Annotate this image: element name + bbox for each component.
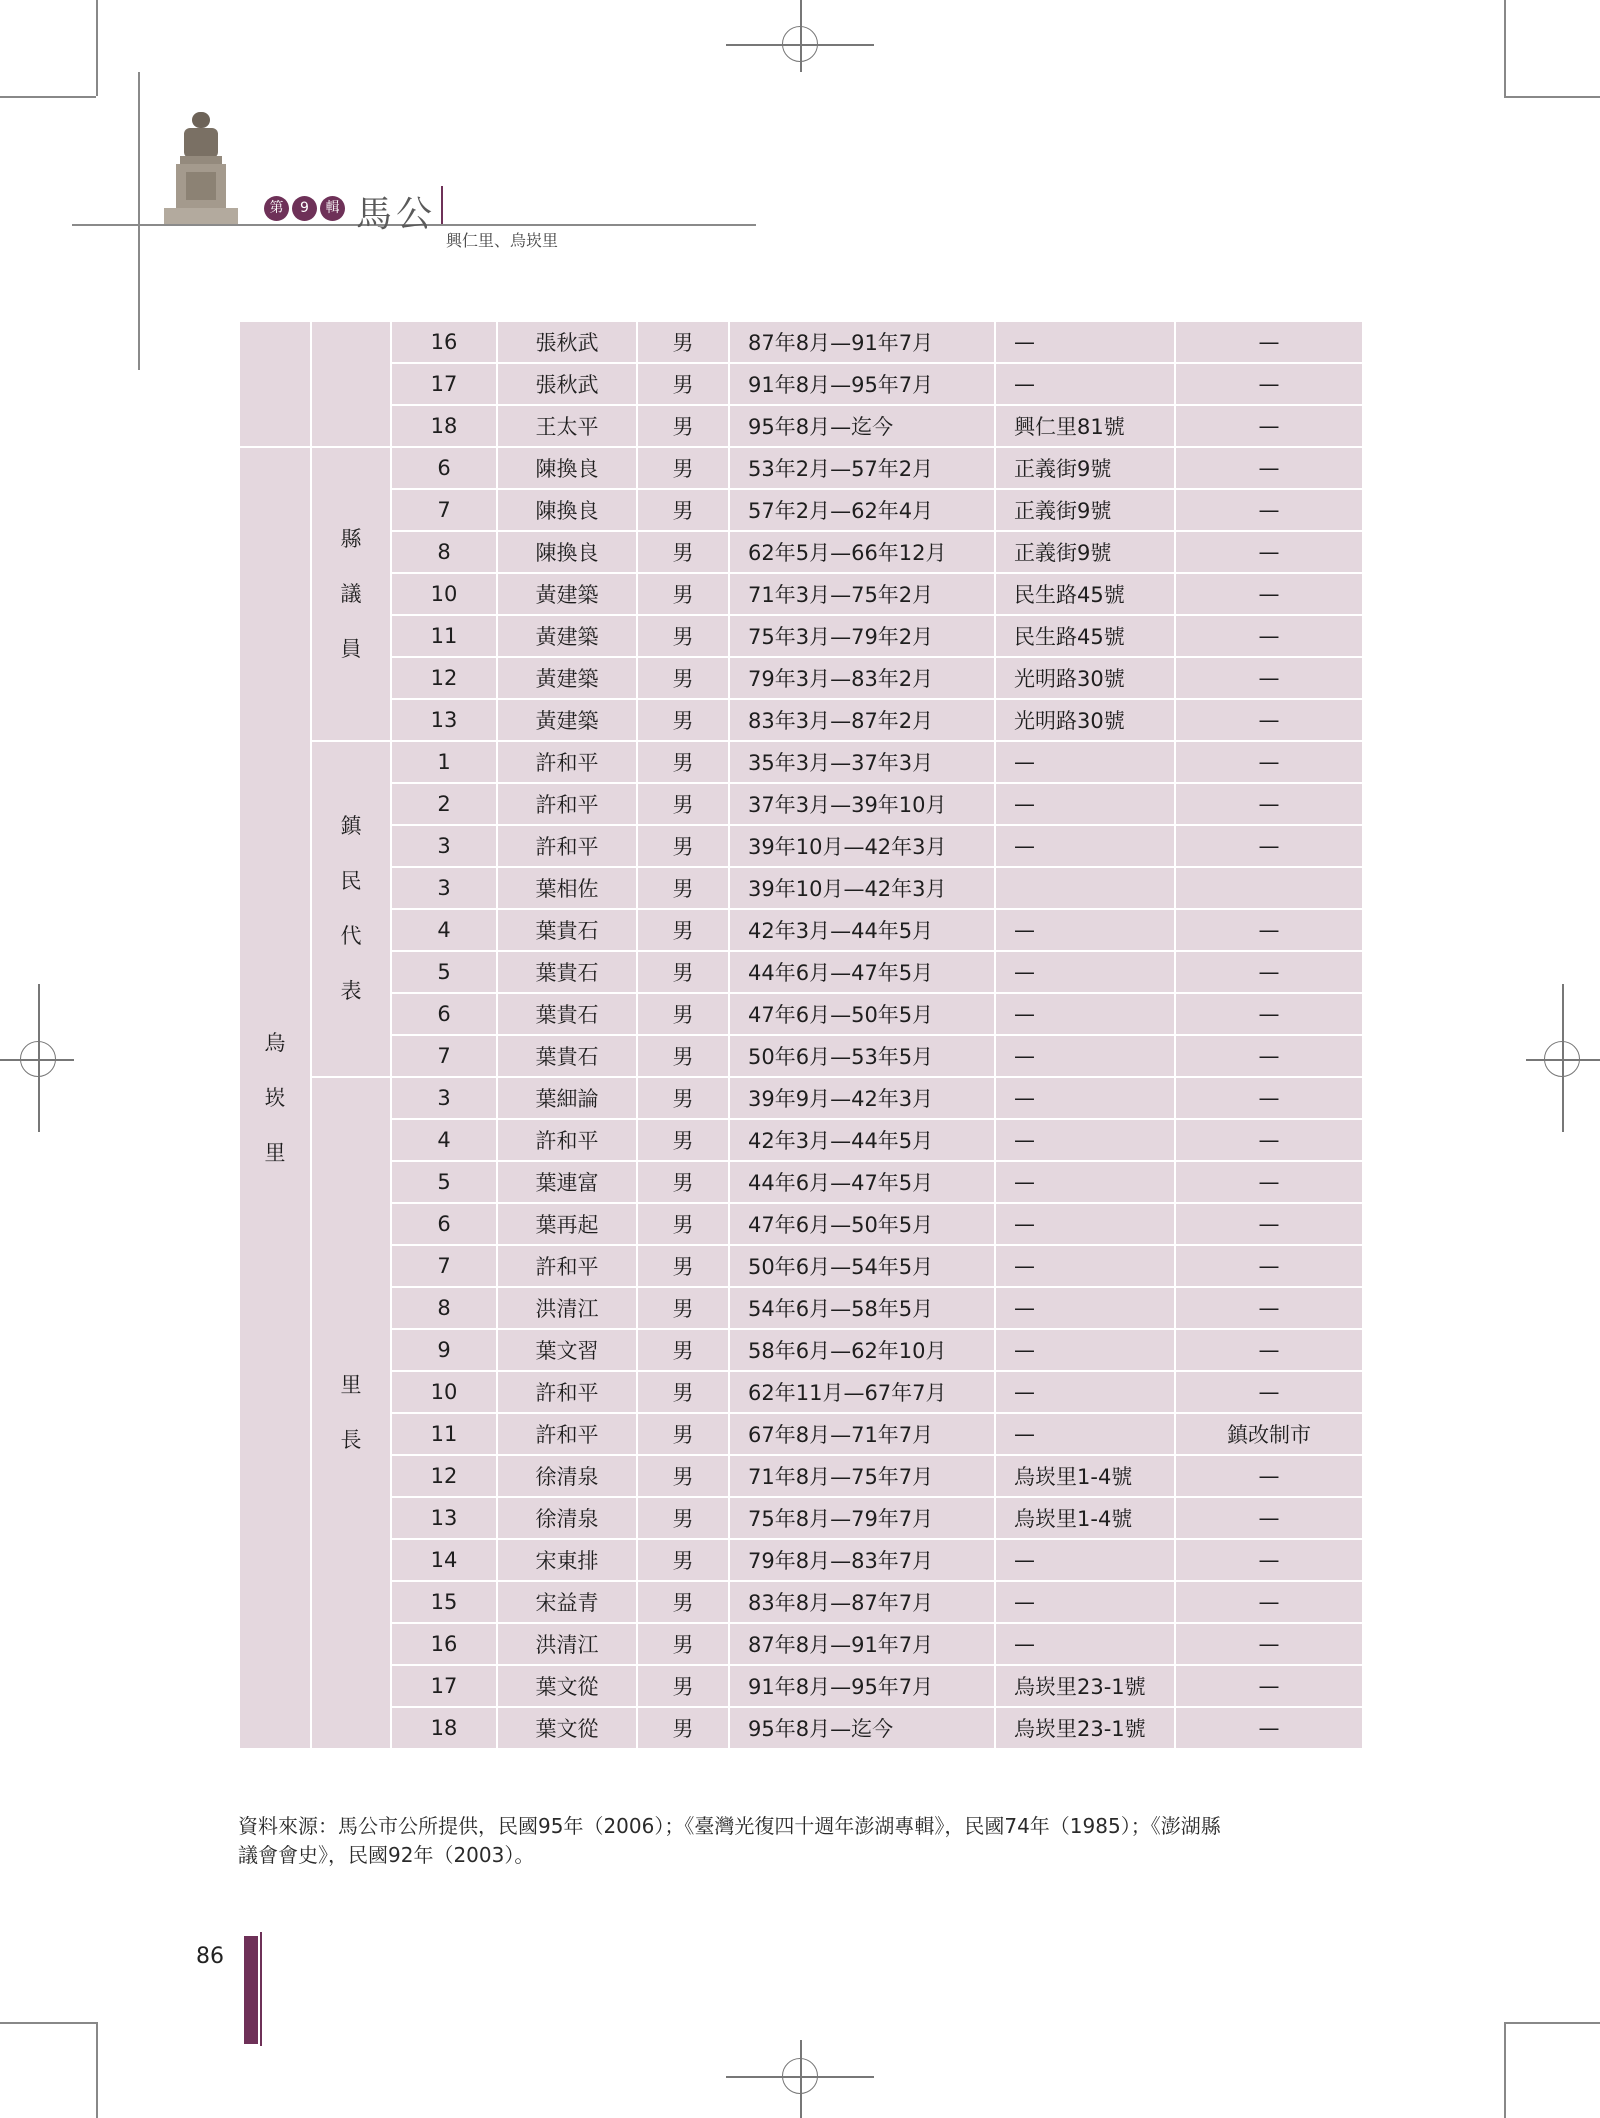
remark: —: [1175, 405, 1363, 447]
remark: 鎮改制市: [1175, 1413, 1363, 1455]
official-address: 民生路45號: [995, 573, 1175, 615]
official-address: —: [995, 1077, 1175, 1119]
term-period: 53年2月—57年2月: [729, 447, 995, 489]
remark: —: [1175, 489, 1363, 531]
role-village-chief-label: [311, 1077, 391, 1749]
remark: —: [1175, 363, 1363, 405]
remark: —: [1175, 1539, 1363, 1581]
crop-mark: [96, 0, 98, 96]
remark: [1175, 867, 1363, 909]
remark: —: [1175, 573, 1363, 615]
official-address: —: [995, 1287, 1175, 1329]
table-row: [239, 867, 1363, 909]
official-name: 葉相佐: [497, 867, 637, 909]
term-number: 1: [391, 741, 497, 783]
term-number: 4: [391, 1119, 497, 1161]
remark: —: [1175, 993, 1363, 1035]
registration-mark-bottom-v: [800, 2040, 802, 2118]
table-row: [239, 699, 1363, 741]
term-period: 71年8月—75年7月: [729, 1455, 995, 1497]
remark: —: [1175, 657, 1363, 699]
table-row: [239, 1455, 1363, 1497]
crop-mark: [96, 2022, 98, 2118]
term-number: 17: [391, 363, 497, 405]
official-address: —: [995, 1203, 1175, 1245]
official-name: 王太平: [497, 405, 637, 447]
source-line-1: 資料來源：馬公市公所提供，民國95年（2006）；《臺灣光復四十週年澎湖專輯》，民國74年（1985）；《澎湖縣: [238, 1814, 1221, 1838]
official-sex: 男: [637, 699, 729, 741]
registration-mark-top-v: [800, 0, 802, 72]
table-row: [239, 1119, 1363, 1161]
official-sex: 男: [637, 1497, 729, 1539]
official-name: 黃建築: [497, 573, 637, 615]
official-name: 洪清江: [497, 1623, 637, 1665]
official-name: 黃建築: [497, 699, 637, 741]
official-name: 陳換良: [497, 447, 637, 489]
term-number: 17: [391, 1665, 497, 1707]
table-row: [239, 1077, 1363, 1119]
term-number: 7: [391, 489, 497, 531]
role-council-label: [311, 447, 391, 741]
official-sex: 男: [637, 1581, 729, 1623]
official-address: —: [995, 1035, 1175, 1077]
table-row: [239, 1497, 1363, 1539]
term-period: 39年10月—42年3月: [729, 825, 995, 867]
term-number: 6: [391, 1203, 497, 1245]
official-name: 黃建築: [497, 615, 637, 657]
table-row: [239, 909, 1363, 951]
remark: —: [1175, 1119, 1363, 1161]
role-town-representative-label-char: 鎮: [340, 814, 362, 838]
table-row: [239, 573, 1363, 615]
term-period: 39年9月—42年3月: [729, 1077, 995, 1119]
term-number: 7: [391, 1245, 497, 1287]
table-row: [239, 363, 1363, 405]
table-row: [239, 1581, 1363, 1623]
term-period: 91年8月—95年7月: [729, 1665, 995, 1707]
term-number: 18: [391, 1707, 497, 1749]
official-address: 烏崁里1-4號: [995, 1455, 1175, 1497]
term-number: 3: [391, 1077, 497, 1119]
remark: —: [1175, 1035, 1363, 1077]
official-address: 光明路30號: [995, 699, 1175, 741]
remark: —: [1175, 1665, 1363, 1707]
official-address: —: [995, 783, 1175, 825]
official-sex: 男: [637, 825, 729, 867]
official-sex: 男: [637, 1287, 729, 1329]
term-period: 44年6月—47年5月: [729, 1161, 995, 1203]
role-village-chief-label-char: 里: [340, 1373, 362, 1397]
registration-mark-right-v: [1562, 984, 1564, 1132]
official-sex: 男: [637, 1035, 729, 1077]
village-label-char: 里: [264, 1140, 286, 1165]
table-row: [239, 1035, 1363, 1077]
table-row: [239, 1329, 1363, 1371]
official-address: 民生路45號: [995, 615, 1175, 657]
statue-illustration: [156, 112, 246, 224]
official-sex: 男: [637, 531, 729, 573]
official-address: 烏崁里1-4號: [995, 1497, 1175, 1539]
term-period: 83年8月—87年7月: [729, 1581, 995, 1623]
official-address: —: [995, 363, 1175, 405]
crop-mark: [0, 96, 96, 98]
empty-role-cell: [311, 321, 391, 447]
term-number: 12: [391, 657, 497, 699]
remark: —: [1175, 1245, 1363, 1287]
official-address: —: [995, 741, 1175, 783]
official-sex: 男: [637, 1455, 729, 1497]
official-name: 黃建築: [497, 657, 637, 699]
role-council-label-char: 員: [340, 636, 362, 661]
term-period: 79年8月—83年7月: [729, 1539, 995, 1581]
official-address: —: [995, 1329, 1175, 1371]
term-number: 11: [391, 615, 497, 657]
term-period: 95年8月—迄今: [729, 405, 995, 447]
crop-mark: [1504, 0, 1506, 96]
term-number: 2: [391, 783, 497, 825]
official-address: —: [995, 993, 1175, 1035]
term-period: 47年6月—50年5月: [729, 1203, 995, 1245]
official-sex: 男: [637, 1623, 729, 1665]
term-number: 5: [391, 1161, 497, 1203]
role-village-chief-label-char: 長: [340, 1428, 362, 1452]
term-period: 47年6月—50年5月: [729, 993, 995, 1035]
official-address: 正義街9號: [995, 489, 1175, 531]
remark: —: [1175, 825, 1363, 867]
term-period: 87年8月—91年7月: [729, 1623, 995, 1665]
official-sex: 男: [637, 1665, 729, 1707]
official-sex: 男: [637, 1413, 729, 1455]
title-tick: [441, 186, 443, 224]
table-row: [239, 951, 1363, 993]
official-sex: 男: [637, 447, 729, 489]
official-name: 洪清江: [497, 1287, 637, 1329]
village-label-char: 崁: [264, 1085, 286, 1110]
official-address: —: [995, 1539, 1175, 1581]
page-bar-line: [260, 1932, 262, 2046]
remark: —: [1175, 699, 1363, 741]
term-number: 16: [391, 1623, 497, 1665]
header-vertical-rule: [138, 72, 140, 370]
term-number: 13: [391, 1497, 497, 1539]
remark: —: [1175, 1707, 1363, 1749]
official-sex: 男: [637, 1119, 729, 1161]
term-period: 39年10月—42年3月: [729, 867, 995, 909]
official-sex: 男: [637, 1539, 729, 1581]
term-number: 3: [391, 825, 497, 867]
official-address: —: [995, 1161, 1175, 1203]
term-period: 44年6月—47年5月: [729, 951, 995, 993]
crop-mark: [1504, 96, 1600, 98]
role-town-representative-label-char: 代: [340, 924, 362, 948]
term-period: 42年3月—44年5月: [729, 909, 995, 951]
term-period: 62年11月—67年7月: [729, 1371, 995, 1413]
official-address: —: [995, 1371, 1175, 1413]
remark: —: [1175, 951, 1363, 993]
official-sex: 男: [637, 573, 729, 615]
official-name: 宋益青: [497, 1581, 637, 1623]
remark: —: [1175, 741, 1363, 783]
role-council-label-char: 議: [340, 581, 362, 606]
official-name: 徐清泉: [497, 1455, 637, 1497]
official-address: —: [995, 1581, 1175, 1623]
officials-table: [238, 320, 1362, 1750]
table-row: [239, 1203, 1363, 1245]
official-sex: 男: [637, 489, 729, 531]
remark: —: [1175, 447, 1363, 489]
official-address: —: [995, 909, 1175, 951]
official-name: 陳換良: [497, 489, 637, 531]
remark: —: [1175, 783, 1363, 825]
official-address: —: [995, 1413, 1175, 1455]
term-period: 71年3月—75年2月: [729, 573, 995, 615]
remark: —: [1175, 1497, 1363, 1539]
term-number: 8: [391, 531, 497, 573]
term-number: 13: [391, 699, 497, 741]
remark: —: [1175, 1581, 1363, 1623]
official-name: 葉文習: [497, 1329, 637, 1371]
official-address: —: [995, 321, 1175, 363]
table-row: [239, 1287, 1363, 1329]
term-period: 79年3月—83年2月: [729, 657, 995, 699]
table-row: [239, 615, 1363, 657]
crop-mark: [0, 2022, 96, 2024]
chapter-subtitle: 興仁里、烏崁里: [446, 231, 559, 250]
role-town-representative-label-char: 表: [340, 979, 362, 1003]
term-period: 91年8月—95年7月: [729, 363, 995, 405]
official-name: 葉文從: [497, 1665, 637, 1707]
remark: —: [1175, 531, 1363, 573]
official-sex: 男: [637, 909, 729, 951]
role-town-representative-label-char: 民: [340, 869, 362, 893]
official-address: 烏崁里23-1號: [995, 1665, 1175, 1707]
official-name: 許和平: [497, 741, 637, 783]
remark: —: [1175, 1455, 1363, 1497]
term-number: 14: [391, 1539, 497, 1581]
official-sex: 男: [637, 741, 729, 783]
official-sex: 男: [637, 363, 729, 405]
table-row: [239, 489, 1363, 531]
official-name: 許和平: [497, 1413, 637, 1455]
series-title: 馬公: [356, 194, 437, 235]
term-period: 35年3月—37年3月: [729, 741, 995, 783]
official-sex: 男: [637, 1371, 729, 1413]
official-name: 許和平: [497, 1245, 637, 1287]
term-number: 5: [391, 951, 497, 993]
term-period: 75年8月—79年7月: [729, 1497, 995, 1539]
official-address: 光明路30號: [995, 657, 1175, 699]
official-name: 張秋武: [497, 321, 637, 363]
source-note: [238, 1812, 1362, 1870]
official-name: 葉細論: [497, 1077, 637, 1119]
term-number: 10: [391, 573, 497, 615]
term-period: 42年3月—44年5月: [729, 1119, 995, 1161]
official-sex: 男: [637, 1245, 729, 1287]
table-row: [239, 783, 1363, 825]
term-period: 62年5月—66年12月: [729, 531, 995, 573]
remark: —: [1175, 909, 1363, 951]
remark: —: [1175, 615, 1363, 657]
crop-mark: [1504, 2022, 1600, 2024]
term-period: 83年3月—87年2月: [729, 699, 995, 741]
official-sex: 男: [637, 657, 729, 699]
term-period: 67年8月—71年7月: [729, 1413, 995, 1455]
term-number: 18: [391, 405, 497, 447]
term-number: 4: [391, 909, 497, 951]
registration-mark-left-v: [38, 984, 40, 1132]
source-line-2: 議會會史》，民國92年（2003）。: [238, 1843, 535, 1867]
term-period: 87年8月—91年7月: [729, 321, 995, 363]
term-number: 12: [391, 1455, 497, 1497]
official-name: 許和平: [497, 783, 637, 825]
official-name: 張秋武: [497, 363, 637, 405]
term-number: 9: [391, 1329, 497, 1371]
official-name: 許和平: [497, 825, 637, 867]
official-name: 葉貴石: [497, 951, 637, 993]
official-name: 陳換良: [497, 531, 637, 573]
term-period: 50年6月—54年5月: [729, 1245, 995, 1287]
role-council-label-char: 縣: [340, 526, 362, 551]
official-sex: 男: [637, 867, 729, 909]
term-period: 95年8月—迄今: [729, 1707, 995, 1749]
term-number: 16: [391, 321, 497, 363]
village-label-char: 烏: [264, 1030, 286, 1055]
official-name: 許和平: [497, 1119, 637, 1161]
term-number: 15: [391, 1581, 497, 1623]
remark: —: [1175, 1203, 1363, 1245]
official-sex: 男: [637, 1329, 729, 1371]
official-sex: 男: [637, 783, 729, 825]
term-number: 8: [391, 1287, 497, 1329]
table-row: [239, 1245, 1363, 1287]
registration-mark-left-h: [0, 1059, 74, 1061]
official-name: 許和平: [497, 1371, 637, 1413]
official-address: —: [995, 825, 1175, 867]
official-name: 葉連富: [497, 1161, 637, 1203]
table-row: [239, 1371, 1363, 1413]
term-number: 6: [391, 993, 497, 1035]
official-address: [995, 867, 1175, 909]
volume-badge-suffix: 輯: [320, 196, 345, 221]
official-name: 葉貴石: [497, 1035, 637, 1077]
remark: —: [1175, 1287, 1363, 1329]
term-number: 10: [391, 1371, 497, 1413]
official-address: —: [995, 1245, 1175, 1287]
official-address: 烏崁里23-1號: [995, 1707, 1175, 1749]
table-row: [239, 657, 1363, 699]
official-address: 正義街9號: [995, 531, 1175, 573]
official-sex: 男: [637, 615, 729, 657]
official-sex: 男: [637, 1077, 729, 1119]
table-row: [239, 1707, 1363, 1749]
table-row: [239, 1539, 1363, 1581]
table-row: [239, 1623, 1363, 1665]
official-sex: 男: [637, 1161, 729, 1203]
term-period: 50年6月—53年5月: [729, 1035, 995, 1077]
term-period: 54年6月—58年5月: [729, 1287, 995, 1329]
table-row: [239, 825, 1363, 867]
remark: —: [1175, 321, 1363, 363]
term-number: 3: [391, 867, 497, 909]
page-bar: [244, 1936, 258, 2044]
official-sex: 男: [637, 1707, 729, 1749]
table-row: [239, 1413, 1363, 1455]
official-sex: 男: [637, 951, 729, 993]
term-number: 7: [391, 1035, 497, 1077]
remark: —: [1175, 1329, 1363, 1371]
table-row: [239, 447, 1363, 489]
volume-badge-prefix: 第: [264, 196, 289, 221]
official-name: 葉貴石: [497, 909, 637, 951]
official-sex: 男: [637, 321, 729, 363]
remark: —: [1175, 1161, 1363, 1203]
table-row: [239, 741, 1363, 783]
remark: —: [1175, 1077, 1363, 1119]
table-row: [239, 1665, 1363, 1707]
official-address: —: [995, 1623, 1175, 1665]
empty-village-cell: [239, 321, 311, 447]
village-label: [239, 447, 311, 1749]
table-row: [239, 531, 1363, 573]
table-row: [239, 1161, 1363, 1203]
official-name: 葉再起: [497, 1203, 637, 1245]
table-row: [239, 321, 1363, 363]
official-name: 葉文從: [497, 1707, 637, 1749]
term-period: 37年3月—39年10月: [729, 783, 995, 825]
official-sex: 男: [637, 993, 729, 1035]
official-name: 徐清泉: [497, 1497, 637, 1539]
official-address: 興仁里81號: [995, 405, 1175, 447]
role-town-representative-label: [311, 741, 391, 1077]
official-sex: 男: [637, 1203, 729, 1245]
volume-badge-number: 9: [292, 196, 317, 221]
remark: —: [1175, 1623, 1363, 1665]
term-period: 57年2月—62年4月: [729, 489, 995, 531]
official-sex: 男: [637, 405, 729, 447]
crop-mark: [1504, 2022, 1506, 2118]
term-number: 6: [391, 447, 497, 489]
official-address: —: [995, 951, 1175, 993]
official-name: 宋東排: [497, 1539, 637, 1581]
table-row: [239, 405, 1363, 447]
page-number: 86: [196, 1944, 224, 1969]
official-address: 正義街9號: [995, 447, 1175, 489]
table-row: [239, 993, 1363, 1035]
term-number: 11: [391, 1413, 497, 1455]
official-address: —: [995, 1119, 1175, 1161]
term-period: 75年3月—79年2月: [729, 615, 995, 657]
official-name: 葉貴石: [497, 993, 637, 1035]
remark: —: [1175, 1371, 1363, 1413]
term-period: 58年6月—62年10月: [729, 1329, 995, 1371]
